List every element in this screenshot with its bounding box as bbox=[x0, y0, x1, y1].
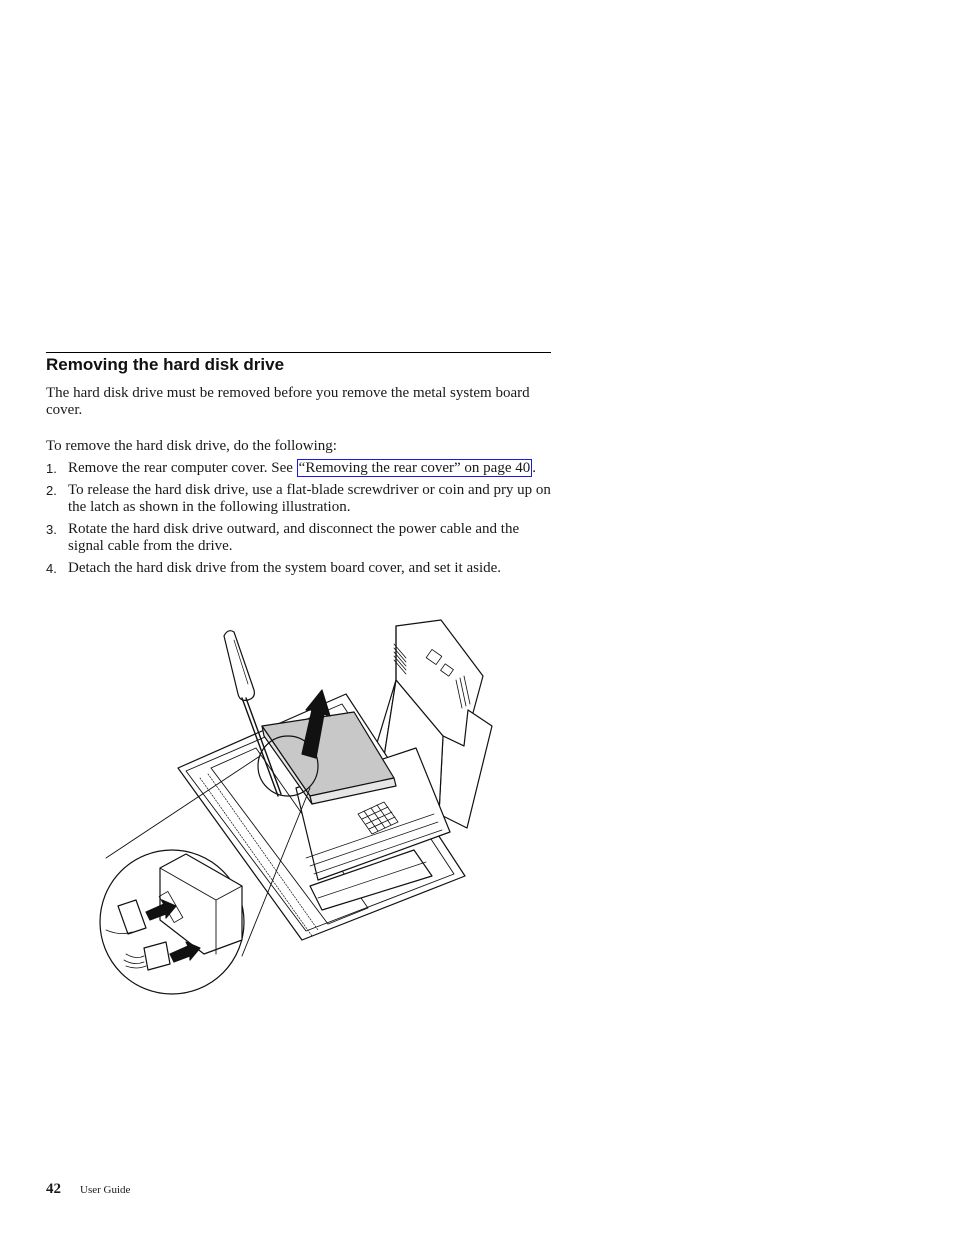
heading-rule bbox=[46, 352, 551, 353]
step-text: Remove the rear computer cover. See bbox=[68, 460, 297, 476]
step-item bbox=[46, 460, 551, 477]
section-heading: Removing the hard disk drive bbox=[46, 355, 285, 374]
intro-paragraph: The hard disk drive must be removed before you remove the metal system board cover. bbox=[46, 385, 530, 418]
step-number: 2. bbox=[46, 483, 57, 498]
step-number: 3. bbox=[46, 522, 57, 537]
step-text-end: . bbox=[532, 460, 536, 476]
lead-paragraph: To remove the hard disk drive, do the following: bbox=[46, 438, 337, 454]
step-text: Detach the hard disk drive from the system board cover, and set it aside. bbox=[68, 560, 502, 576]
step-item bbox=[46, 482, 551, 516]
step-text: To release the hard disk drive, use a flat-blade screwdriver or coin and pry up on the latch as shown in the following illustration. bbox=[68, 482, 551, 515]
procedure-steps bbox=[46, 460, 551, 582]
cable-detail-view bbox=[100, 850, 244, 994]
step-item bbox=[46, 560, 551, 577]
step-number: 1. bbox=[46, 461, 57, 476]
cross-reference-link[interactable]: “Removing the rear cover” on page 40 bbox=[298, 460, 531, 476]
hard-drive-removal-illustration bbox=[96, 618, 500, 1000]
step-text: Rotate the hard disk drive outward, and disconnect the power cable and the signal cable from the drive. bbox=[68, 521, 520, 554]
book-title: User Guide bbox=[80, 1184, 131, 1196]
step-item bbox=[46, 521, 551, 555]
page-number: 42 bbox=[46, 1181, 61, 1197]
step-number: 4. bbox=[46, 561, 57, 576]
